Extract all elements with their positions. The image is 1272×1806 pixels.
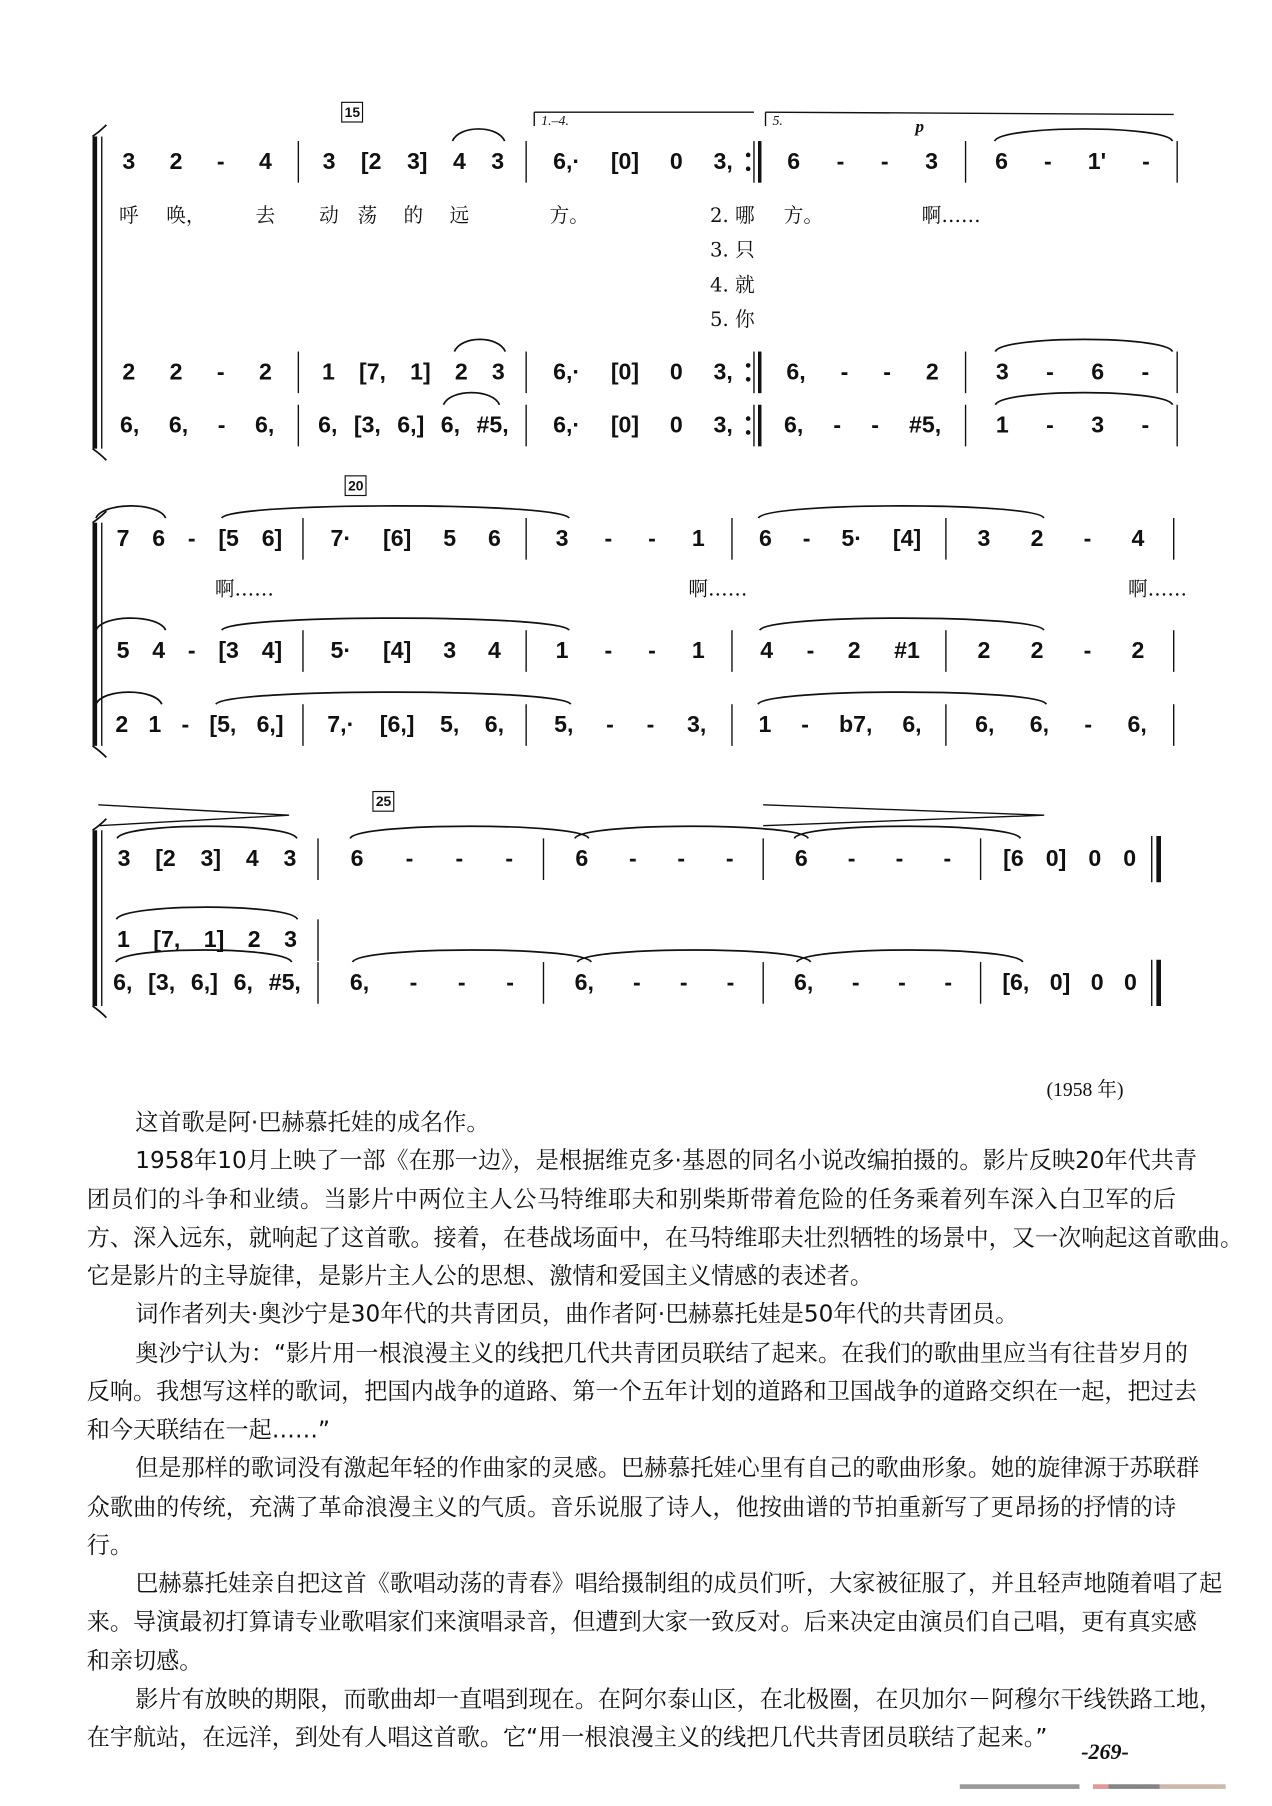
dash-hold: -	[1141, 412, 1150, 439]
lyric-syllable: 啊……	[688, 578, 748, 602]
note: 2	[169, 149, 183, 175]
volta-ending-label: 1.–4.	[541, 112, 569, 129]
measure-notes	[538, 711, 723, 739]
dash-hold: -	[944, 970, 953, 996]
paragraph-first-line: 这首歌是阿·巴赫慕托娃的成名作。	[135, 1107, 490, 1136]
measure-notes	[538, 358, 748, 386]
dash-hold: -	[883, 359, 892, 386]
paragraph-first-line: 奥沙宁认为：“影片用一根浪漫主义的线把几代共青团员联结了起来。在我们的歌曲里应当有往昔岁月的	[135, 1338, 1189, 1367]
note: 5,	[554, 712, 574, 738]
decrescendo-hairpin	[763, 805, 1044, 826]
note: 3	[995, 359, 1009, 386]
note: 3	[322, 149, 336, 175]
note: 2	[454, 359, 468, 386]
note: #5,	[476, 412, 509, 439]
note: 4	[452, 149, 466, 175]
note: 2	[977, 638, 991, 664]
note: 6	[1091, 359, 1105, 386]
bracket-bottom-hook	[93, 449, 107, 461]
note: 1	[555, 638, 569, 664]
bracket-bottom-hook	[93, 746, 107, 758]
measure-number-box: 20	[345, 475, 367, 496]
note: 1	[148, 712, 162, 738]
note: 1]	[203, 927, 225, 953]
note: 7,·	[327, 712, 355, 738]
note: 0	[1088, 846, 1102, 872]
measure-notes	[977, 148, 1168, 176]
measure-notes	[105, 412, 289, 440]
dash-hold: -	[943, 846, 952, 872]
note: 4	[488, 638, 501, 664]
verse-syllable: 3. 只	[710, 239, 755, 263]
note: 2	[122, 359, 136, 386]
dynamic-marking: p	[915, 117, 925, 137]
measure-notes	[105, 711, 293, 739]
note: 6,	[120, 412, 140, 439]
note: 6,	[1127, 712, 1147, 738]
dash-hold: -	[802, 526, 811, 552]
note: 1	[691, 526, 705, 552]
note: 6	[794, 846, 808, 872]
note: [3,	[353, 412, 381, 439]
note: 6,	[784, 412, 804, 439]
lyric-syllable: 远	[449, 204, 470, 228]
measure-notes	[105, 358, 289, 386]
paragraph-first-line: 但是那样的歌词没有激起年轻的作曲家的灵感。巴赫慕托娃心里有自己的歌曲形象。她的旋律源于苏联群	[135, 1453, 1200, 1482]
measure-number-box: 15	[341, 102, 363, 123]
paragraph-line: 方、深入远东，就响起了这首歌。接着，在巷战场面中，在马特维耶夫壮烈牺牲的场景中，又一次响起这首歌曲。	[86, 1223, 1244, 1251]
note: 0	[1123, 846, 1137, 872]
slur	[758, 506, 1043, 518]
paragraph-line: 和今天联结在一起……”	[86, 1415, 330, 1444]
measure-notes	[538, 148, 748, 176]
dash-hold: -	[628, 846, 637, 872]
note: [6,	[1002, 970, 1030, 996]
dash-hold: -	[851, 970, 860, 996]
note: 5	[443, 526, 457, 552]
dash-hold: -	[216, 149, 225, 175]
dash-hold: -	[405, 846, 414, 872]
paragraph-line: 在宇航站，在远洋，到处有人唱这首歌。它“用一根浪漫主义的线把几代共青团员联结了起来。”	[86, 1722, 1048, 1751]
note: [0]	[610, 359, 640, 386]
note: 6,	[574, 970, 594, 996]
note: 5·	[841, 526, 862, 552]
lyric-syllable: 啊……	[214, 578, 274, 602]
measure-notes	[957, 637, 1164, 665]
measure-notes	[105, 637, 293, 665]
note: [6,]	[379, 712, 415, 738]
note: 2	[115, 712, 129, 738]
note: 6,]	[397, 412, 425, 439]
note: 5	[116, 638, 130, 664]
dash-hold: -	[679, 970, 688, 996]
lyric-syllable: 动	[319, 204, 339, 228]
note: 3]	[406, 149, 428, 175]
measure-notes	[769, 412, 956, 440]
dash-hold: -	[895, 846, 904, 872]
verse-syllable: 4. 就	[710, 274, 755, 298]
note: 3,	[687, 712, 707, 738]
composition-year: (1958 年)	[1046, 1078, 1124, 1101]
note: 2	[169, 359, 183, 386]
note: 5·	[330, 638, 352, 664]
system-bracket	[93, 830, 98, 1006]
note: 2	[847, 638, 861, 664]
dash-hold: -	[217, 412, 226, 439]
measure-notes	[330, 845, 535, 873]
slur	[760, 618, 1044, 630]
note: 3,	[713, 359, 733, 386]
note: 0	[669, 149, 683, 175]
measure-notes	[105, 926, 309, 954]
dash-hold: -	[646, 712, 655, 738]
note: 3	[925, 149, 939, 175]
lyric-syllable: 呼	[118, 204, 139, 228]
note: [5,	[209, 712, 237, 738]
dash-hold: -	[604, 526, 613, 552]
dash-hold: -	[216, 359, 225, 386]
measure-notes	[977, 412, 1168, 440]
note: 3	[443, 638, 457, 664]
paragraph-first-line: 影片有放映的期限，而歌曲却一直唱到现在。在阿尔泰山区，在北极圈，在贝加尔－阿穆尔干线铁路工地，	[135, 1684, 1223, 1713]
note: [7,	[153, 927, 181, 953]
note: 3	[122, 149, 136, 175]
note: 4	[259, 149, 272, 175]
note: [4]	[383, 638, 412, 664]
dash-hold: -	[457, 970, 466, 996]
paragraph-first-line: 词作者列夫·奥沙宁是30年代的共青团员，曲作者阿·巴赫慕托娃是50年代的共青团员。	[135, 1300, 1019, 1328]
note: 0]	[1045, 846, 1067, 872]
dash-hold: -	[505, 846, 514, 872]
note: 6,	[902, 712, 922, 738]
note: [2	[155, 846, 176, 872]
note: 6,	[168, 412, 189, 439]
dash-hold: -	[604, 638, 613, 664]
paragraph-line: 反响。我想写这样的歌词，把国内战争的道路、第一个五年计划的道路和卫国战争的道路交织在一起，把过去	[86, 1376, 1197, 1405]
note: 3	[283, 846, 297, 872]
dash-hold: -	[836, 149, 845, 175]
bracket-top-hook	[93, 819, 107, 831]
note: 6,	[349, 970, 370, 996]
measure-notes	[538, 525, 723, 553]
note: [6]	[383, 526, 412, 552]
page-number: -269-	[1081, 1740, 1129, 1765]
note: 1	[758, 712, 772, 738]
note: 6,	[786, 359, 806, 386]
measure-notes	[555, 926, 754, 954]
measure-notes	[105, 969, 309, 997]
slur	[222, 506, 569, 518]
note: 4	[760, 638, 774, 664]
note: 0	[1123, 970, 1137, 996]
paragraph-first-line: 巴赫慕托娃亲自把这首《歌唱动荡的青春》唱给摄制组的成员们听，大家被征服了，并且轻声地随着唱了起	[135, 1569, 1223, 1597]
slur	[116, 907, 297, 919]
measure-notes	[105, 525, 293, 553]
note: [6	[1003, 846, 1024, 872]
note: 6	[350, 846, 364, 872]
measure-notes	[105, 845, 309, 873]
slur	[96, 618, 166, 630]
note: 0	[1090, 970, 1104, 996]
measure-notes	[538, 637, 723, 665]
note: [3,	[148, 970, 176, 996]
note: 3,	[713, 412, 733, 439]
note: #1	[894, 638, 920, 664]
dash-hold: -	[801, 712, 810, 738]
system-bracket	[93, 523, 98, 746]
lyric-syllable: 荡	[357, 204, 378, 228]
note: 2	[247, 927, 261, 953]
measure-notes	[977, 358, 1168, 386]
note: 3	[491, 359, 505, 386]
dash-hold: -	[806, 638, 815, 664]
system-bracket	[93, 136, 98, 448]
paragraph-line: 团员们的斗争和业绩。当影片中两位主人公马特维耶夫和别柴斯带着危险的任务乘着列车深入白卫军的后	[86, 1184, 1177, 1213]
note: 1	[691, 638, 705, 664]
lyric-syllable: 方。	[549, 204, 589, 228]
note: 6	[575, 846, 589, 872]
note: 3]	[200, 846, 222, 872]
dash-hold: -	[506, 970, 514, 996]
note: 3	[555, 526, 569, 552]
measure-notes	[310, 148, 517, 176]
volta-ending-label: 5.	[772, 112, 783, 129]
lyric-syllable: 啊……	[921, 204, 981, 228]
note: 6,	[1029, 712, 1050, 738]
note: 0	[669, 359, 683, 386]
slur	[443, 393, 499, 405]
note: [2	[360, 149, 382, 175]
paragraph-line: 行。	[86, 1530, 133, 1559]
dash-hold: -	[1044, 149, 1052, 175]
note: 6,·	[553, 149, 581, 175]
note: [7,	[358, 359, 386, 386]
paragraph-line: 来。导演最初打算请专业歌唱家们来演唱录音，但遭到大家一致反对。后来决定由演员们自己唱，更有真实感	[86, 1607, 1197, 1636]
slur	[454, 339, 505, 351]
measure-notes	[744, 711, 937, 739]
dash-hold: -	[455, 846, 464, 872]
decrescendo-hairpin	[98, 805, 289, 826]
note: 2	[925, 359, 939, 386]
note: 6,	[254, 412, 275, 439]
note: 1	[321, 359, 335, 386]
measure-notes	[769, 358, 956, 386]
slur	[222, 618, 569, 630]
note: 4	[1131, 526, 1145, 552]
dash-hold: -	[409, 970, 418, 996]
note: 6,·	[553, 359, 581, 386]
slur	[96, 692, 162, 704]
dash-hold: -	[1083, 526, 1092, 552]
note: 0]	[1049, 970, 1071, 996]
dash-hold: -	[833, 412, 842, 439]
note: 6,	[484, 712, 505, 738]
note: 3	[117, 846, 131, 872]
lyric-syllable: 2. 哪	[710, 204, 755, 228]
measure-notes	[775, 845, 972, 873]
measure-notes	[310, 412, 517, 440]
paragraph-line: 众歌曲的传统，充满了革命浪漫主义的气质。音乐说服了诗人，他按曲谱的节拍重新写了更昂扬的抒情的诗	[86, 1492, 1177, 1521]
lyric-syllable: 去	[255, 204, 276, 228]
measure-notes	[555, 969, 754, 997]
slur	[216, 692, 571, 704]
note: [0]	[610, 149, 640, 175]
note: 6	[758, 526, 772, 552]
note: 6,·	[553, 412, 581, 439]
note: #5,	[268, 970, 301, 996]
dash-hold: -	[648, 526, 656, 552]
dash-hold: -	[181, 712, 190, 738]
measure-notes	[315, 711, 517, 739]
note: 4]	[261, 638, 283, 664]
slur	[117, 826, 297, 838]
measure-notes	[555, 845, 754, 873]
dash-hold: -	[871, 412, 879, 439]
note: 6,	[233, 970, 253, 996]
dash-hold: -	[1046, 412, 1054, 439]
note: 4	[245, 846, 259, 872]
slur	[452, 129, 504, 141]
measure-notes	[992, 969, 1147, 997]
note: 2	[1131, 638, 1145, 664]
note: 5,	[439, 712, 460, 738]
note: 6	[488, 526, 501, 552]
lyric-syllable: 啊……	[1128, 578, 1187, 602]
watermark-strip	[960, 1784, 1226, 1789]
dash-hold: -	[1141, 359, 1150, 386]
note: 3	[1091, 412, 1105, 439]
paragraph-line: 它是影片的主导旋律，是影片主人公的思想、激情和爱国主义情感的表述者。	[86, 1261, 874, 1290]
note: 3,	[713, 149, 733, 175]
measure-notes	[538, 412, 748, 440]
measure-notes	[775, 926, 972, 954]
commentary-text	[86, 1103, 1244, 1757]
note: 3	[977, 526, 991, 552]
slur	[995, 339, 1172, 351]
note: [4]	[892, 526, 922, 552]
note: 1'	[1087, 149, 1107, 175]
lyric-syllable: 的	[403, 204, 424, 228]
dash-hold: -	[187, 638, 196, 664]
dash-hold: -	[648, 638, 656, 664]
note: 3	[491, 149, 505, 175]
measure-notes	[330, 926, 535, 954]
note: 1]	[410, 359, 431, 386]
dash-hold: -	[606, 712, 614, 738]
measure-notes	[775, 969, 972, 997]
measure-notes	[330, 969, 535, 997]
dash-hold: -	[898, 970, 906, 996]
note: 7	[116, 526, 130, 552]
note: 6	[787, 149, 801, 175]
note: 6,	[113, 970, 133, 996]
note: 6,]	[190, 970, 218, 996]
dash-hold: -	[187, 526, 196, 552]
note: 3	[284, 927, 298, 953]
note: 0	[669, 412, 683, 439]
note: 6,	[975, 712, 995, 738]
slur	[575, 826, 808, 838]
slur	[995, 393, 1172, 405]
dash-hold: -	[1142, 149, 1150, 175]
note: 6,	[318, 412, 338, 439]
note: #5,	[909, 412, 942, 439]
dash-hold: -	[677, 846, 686, 872]
note: 2	[1030, 526, 1044, 552]
measure-number-box: 25	[372, 791, 394, 812]
note: 6]	[261, 526, 283, 552]
note: 2	[1030, 638, 1044, 664]
dash-hold: -	[1046, 359, 1054, 386]
dash-hold: -	[1084, 712, 1093, 738]
measure-notes	[992, 926, 1147, 954]
note: 6	[995, 149, 1009, 175]
note: b7,	[838, 712, 873, 738]
paragraph-first-line: 1958年10月上映了一部《在那一边》，是根据维克多·基恩的同名小说改编拍摄的。影片反映20年代共青	[135, 1146, 1198, 1174]
note: [0]	[610, 412, 640, 439]
measure-notes	[315, 525, 517, 553]
note: 6	[152, 526, 166, 552]
dash-hold: -	[726, 970, 735, 996]
measure-notes	[105, 148, 289, 176]
measure-notes	[769, 148, 956, 176]
bracket-top-hook	[93, 125, 107, 137]
note: 4	[152, 638, 166, 664]
slur	[350, 826, 589, 838]
note: 6,	[794, 970, 814, 996]
slur	[758, 692, 1046, 704]
note: 2	[259, 359, 272, 386]
lyric-syllable: 唤，	[166, 204, 206, 228]
note: [5	[218, 526, 239, 552]
measure-notes	[957, 525, 1164, 553]
measure-notes	[992, 845, 1147, 873]
verse-syllable: 5. 你	[710, 308, 755, 332]
measure-notes	[744, 525, 937, 553]
note: 1	[116, 927, 130, 953]
note: [3	[218, 638, 239, 664]
dash-hold: -	[725, 846, 734, 872]
note: 6,	[440, 412, 461, 439]
dash-hold: -	[840, 359, 849, 386]
measure-notes	[310, 358, 517, 386]
measure-notes	[957, 711, 1164, 739]
lyric-syllable: 方。	[783, 204, 824, 228]
dash-hold: -	[632, 970, 641, 996]
note: 7·	[330, 526, 352, 552]
dash-hold: -	[880, 149, 889, 175]
bracket-bottom-hook	[93, 1006, 107, 1018]
measure-notes	[315, 637, 517, 665]
dash-hold: -	[847, 846, 856, 872]
measure-notes	[744, 637, 937, 665]
note: 1	[995, 412, 1009, 439]
slur	[794, 826, 1020, 838]
volta-bracket-line	[766, 112, 1174, 114]
slur	[995, 129, 1173, 141]
note: 6,]	[256, 712, 284, 738]
dash-hold: -	[1083, 638, 1092, 664]
paragraph-line: 和亲切感。	[86, 1646, 203, 1674]
